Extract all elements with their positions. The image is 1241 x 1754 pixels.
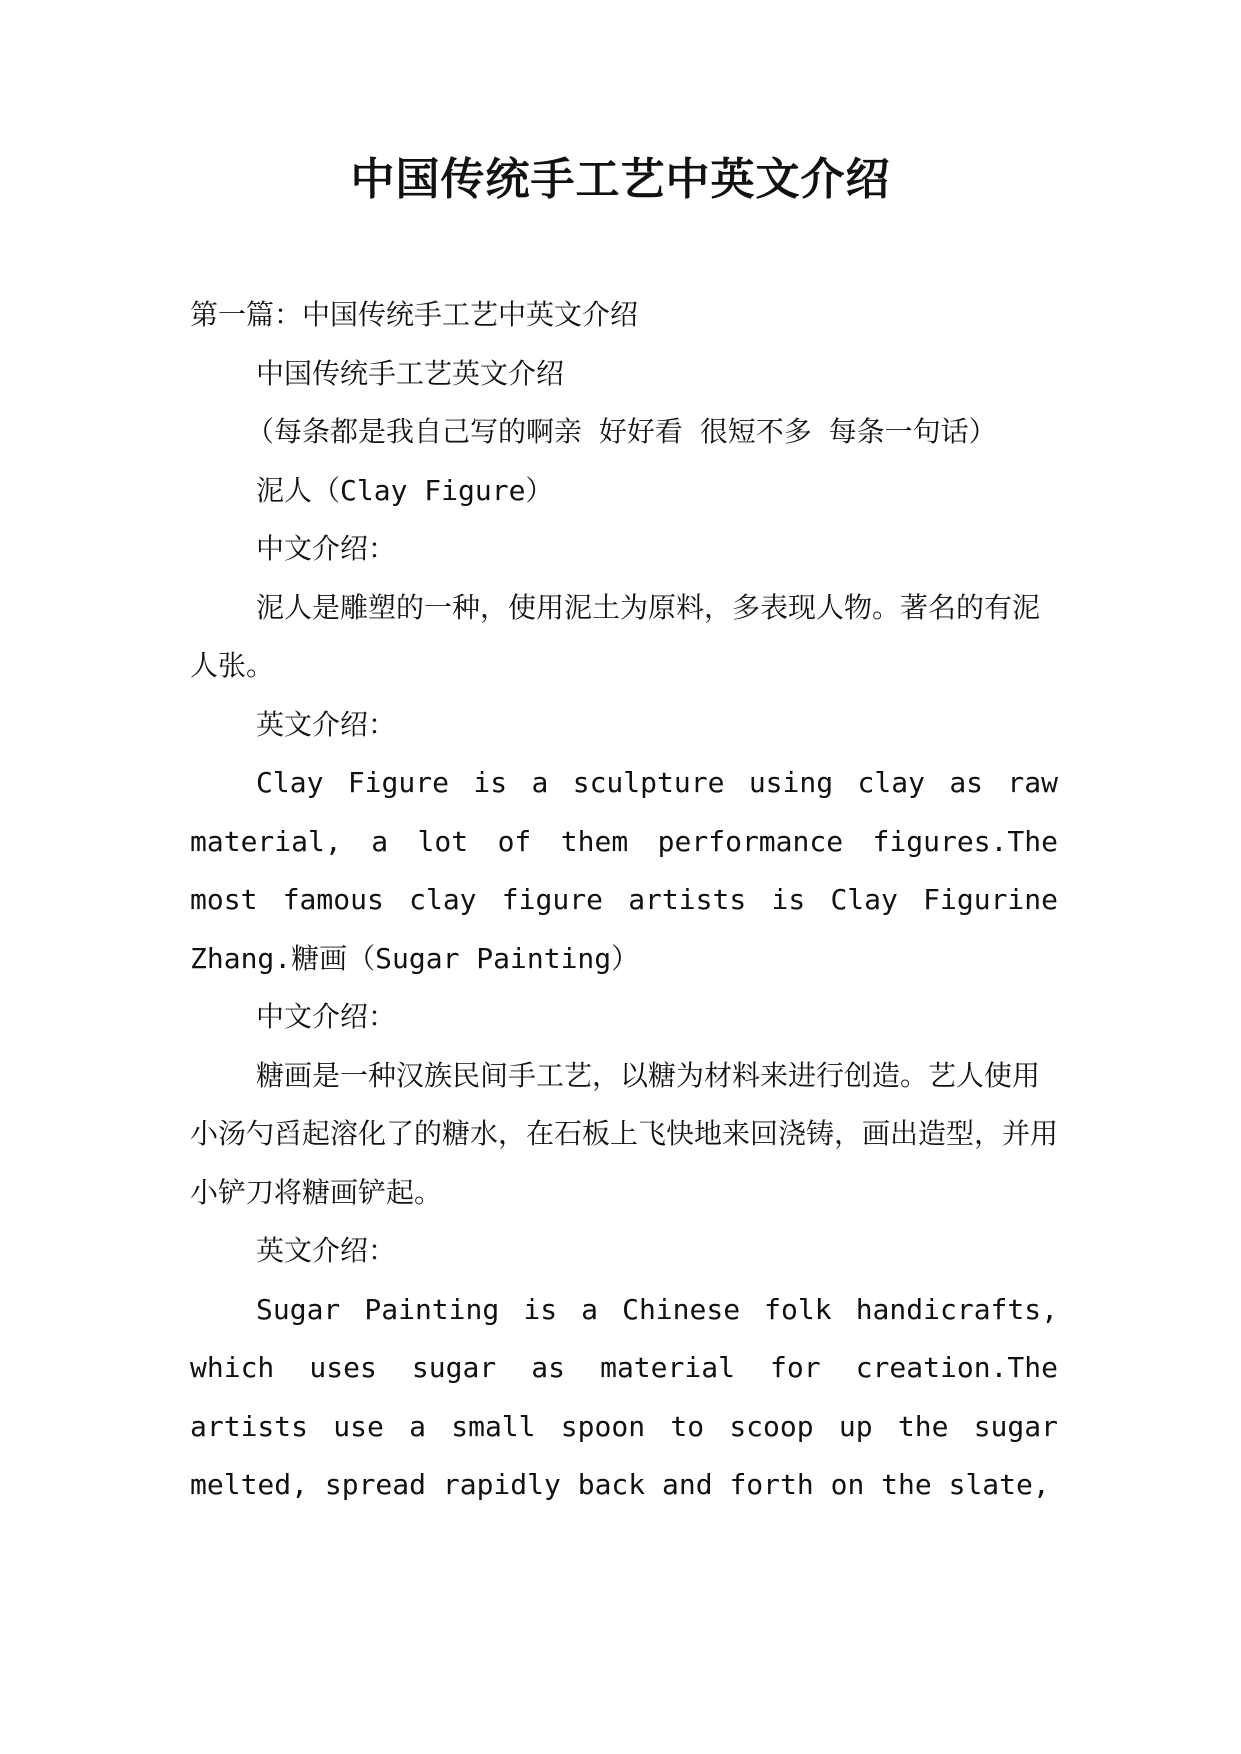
english-intro-label: 英文介绍： [256, 1234, 397, 1267]
sugar-painting-english-text: Sugar Painting is a Chinese folk handicrafts, which uses sugar as material for creation.The artists use a small spoon to scoop up the sugar melted, spread rapidly back and forth on the slate, [190, 1292, 1058, 1501]
english-intro-label: 英文介绍： [256, 707, 397, 741]
chinese-intro-label: 中文介绍： [256, 532, 397, 565]
sugar-painting-chinese-text: 糖画是一种汉族民间手工艺，以糖为材料来进行创造。艺人使用小汤勺舀起溶化了的糖水，在石板上飞快地来回浇铸，画出造型，并用小铲刀将糖画铲起。 [190, 1058, 1059, 1209]
note-paragraph: （每条都是我自己写的啊亲 好好看 很短不多 每条一句话） [246, 415, 997, 448]
document-body [190, 286, 1058, 1515]
chinese-intro-label: 中文介绍： [256, 1000, 397, 1033]
clay-figure-chinese-text: 泥人是雕塑的一种，使用泥土为原料，多表现人物。著名的有泥人张。 [190, 590, 1041, 682]
item-heading-clay-figure: 泥人（Clay Figure） [256, 473, 554, 507]
section-heading: 第一篇：中国传统手工艺中英文介绍 [190, 298, 639, 331]
subtitle-paragraph: 中国传统手工艺英文介绍 [256, 356, 565, 390]
clay-figure-english-text: Clay Figure is a sculpture using clay as raw material, a lot of them performance figures.The most famous clay figure artists is Clay Figurine Zhang.糖画（Sugar Painting） [190, 766, 1058, 975]
document-title: 中国传统手工艺中英文介绍 [350, 154, 891, 205]
